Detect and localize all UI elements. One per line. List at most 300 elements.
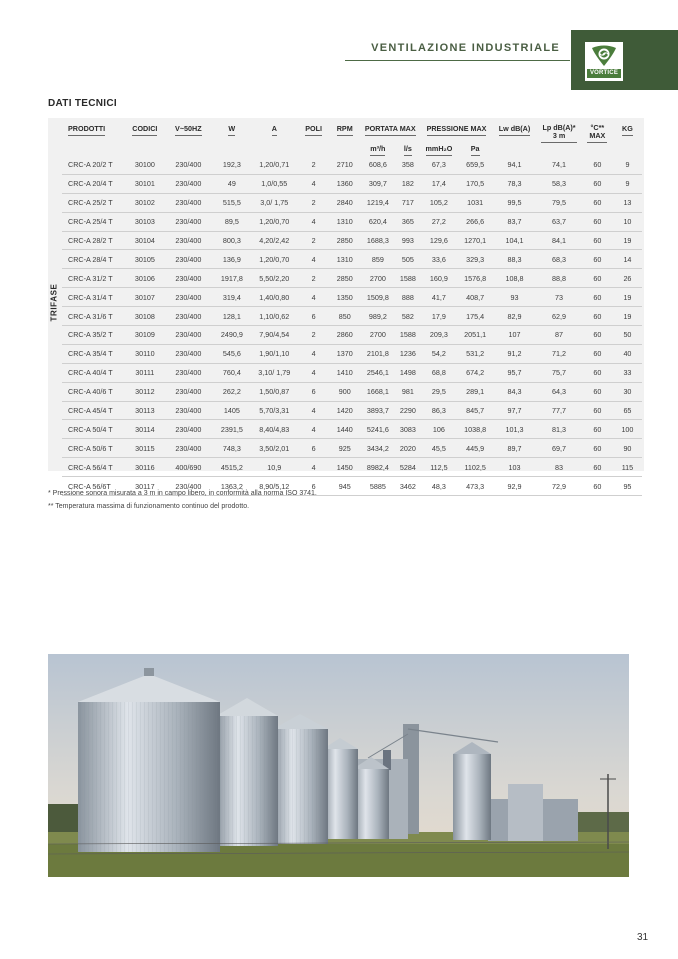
- table-cell: 73: [536, 288, 582, 307]
- table-cell: 3083: [395, 420, 420, 439]
- table-cell: 13: [613, 193, 642, 212]
- product-cell: CRC-A 25/2 T: [62, 193, 126, 212]
- table-cell: 101,3: [493, 420, 537, 439]
- table-cell: 230/400: [163, 401, 213, 420]
- table-cell: 94,1: [493, 156, 537, 174]
- table-cell: 2101,8: [360, 344, 395, 363]
- table-row: [62, 269, 642, 288]
- table-cell: 989,2: [360, 307, 395, 326]
- table-cell: 41,7: [420, 288, 457, 307]
- table-cell: 1688,3: [360, 231, 395, 250]
- table-cell: 1350: [329, 288, 360, 307]
- table-cell: 531,2: [458, 344, 493, 363]
- vortice-logo: [585, 42, 623, 81]
- table-cell: 1440: [329, 420, 360, 439]
- table-cell: 6: [298, 439, 329, 458]
- table-cell: 64,3: [536, 382, 582, 401]
- header-watt: W: [213, 120, 250, 143]
- table-cell: 3,50/2,01: [250, 439, 298, 458]
- table-cell: 30107: [126, 288, 163, 307]
- table-cell: 30104: [126, 231, 163, 250]
- table-cell: 115: [613, 458, 642, 477]
- table-cell: 1219,4: [360, 193, 395, 212]
- table-cell: 129,6: [420, 231, 457, 250]
- header-ampere: A: [250, 120, 298, 143]
- table-cell: 103: [493, 458, 537, 477]
- page-number: 31: [637, 932, 649, 943]
- table-cell: 1310: [329, 250, 360, 269]
- table-cell: 60: [582, 307, 613, 326]
- table-cell: 1031: [458, 193, 493, 212]
- table-cell: 1,0/0,55: [250, 174, 298, 193]
- table-cell: 58,3: [536, 174, 582, 193]
- vortice-logo-icon: [589, 45, 619, 68]
- table-cell: 1420: [329, 401, 360, 420]
- table-cell: 230/400: [163, 420, 213, 439]
- table-cell: 230/400: [163, 193, 213, 212]
- table-cell: 4515,2: [213, 458, 250, 477]
- table-cell: 850: [329, 307, 360, 326]
- table-cell: 8,40/4,83: [250, 420, 298, 439]
- table-cell: 60: [582, 231, 613, 250]
- table-cell: 2546,1: [360, 363, 395, 382]
- table-cell: 72,9: [536, 477, 582, 496]
- table-cell: 900: [329, 382, 360, 401]
- table-cell: 104,1: [493, 231, 537, 250]
- table-cell: 48,3: [420, 477, 457, 496]
- product-cell: CRC-A 28/4 T: [62, 250, 126, 269]
- table-cell: 5,70/3,31: [250, 401, 298, 420]
- table-cell: 63,7: [536, 212, 582, 231]
- table-cell: 79,5: [536, 193, 582, 212]
- header-rpm: RPM: [329, 120, 360, 143]
- table-cell: 1,20/0,71: [250, 156, 298, 174]
- footnote-sound-pressure: * Pressione sonora misurata a 3 m in campo libero, in conformità alla norma ISO 3741.: [48, 490, 317, 497]
- table-row: [62, 344, 642, 363]
- table-cell: 2: [298, 326, 329, 345]
- subheader-m3h: m³/h: [360, 143, 395, 156]
- table-cell: 309,7: [360, 174, 395, 193]
- table-cell: 91,2: [493, 344, 537, 363]
- product-cell: CRC-A 35/2 T: [62, 326, 126, 345]
- table-cell: 545,6: [213, 344, 250, 363]
- table-cell: 9: [613, 156, 642, 174]
- product-cell: CRC-A 56/6T: [62, 477, 126, 496]
- table-cell: 62,9: [536, 307, 582, 326]
- table-cell: 2710: [329, 156, 360, 174]
- table-cell: 30106: [126, 269, 163, 288]
- table-cell: 30100: [126, 156, 163, 174]
- table-cell: 30111: [126, 363, 163, 382]
- table-cell: 4: [298, 250, 329, 269]
- table-cell: 4: [298, 363, 329, 382]
- product-cell: CRC-A 40/6 T: [62, 382, 126, 401]
- table-cell: 83: [536, 458, 582, 477]
- subheader-mmh2o: mmH₂O: [420, 143, 457, 156]
- product-cell: CRC-A 40/4 T: [62, 363, 126, 382]
- table-cell: 19: [613, 231, 642, 250]
- table-cell: 50: [613, 326, 642, 345]
- table-cell: 107: [493, 326, 537, 345]
- table-cell: 97,7: [493, 401, 537, 420]
- table-cell: 30103: [126, 212, 163, 231]
- table-cell: 925: [329, 439, 360, 458]
- header-codici: CODICI: [126, 120, 163, 143]
- subheader-ls: l/s: [395, 143, 420, 156]
- table-cell: 1270,1: [458, 231, 493, 250]
- table-cell: 83,7: [493, 212, 537, 231]
- table-cell: 112,5: [420, 458, 457, 477]
- table-cell: 84,3: [493, 382, 537, 401]
- table-cell: 60: [582, 420, 613, 439]
- table-cell: 170,5: [458, 174, 493, 193]
- table-cell: 88,8: [536, 269, 582, 288]
- table-cell: 230/400: [163, 250, 213, 269]
- table-cell: 505: [395, 250, 420, 269]
- table-cell: 14: [613, 250, 642, 269]
- table-cell: 981: [395, 382, 420, 401]
- product-cell: CRC-A 50/6 T: [62, 439, 126, 458]
- table-cell: 30117: [126, 477, 163, 496]
- table-cell: 84,1: [536, 231, 582, 250]
- table-cell: 2: [298, 269, 329, 288]
- table-cell: 760,4: [213, 363, 250, 382]
- table-cell: 1498: [395, 363, 420, 382]
- header-rule: [345, 60, 570, 61]
- page-header: [0, 30, 678, 90]
- subheader-pa: Pa: [458, 143, 493, 156]
- table-cell: 60: [582, 344, 613, 363]
- table-cell: 89,5: [213, 212, 250, 231]
- table-cell: 192,3: [213, 156, 250, 174]
- table-cell: 30105: [126, 250, 163, 269]
- product-cell: CRC-A 56/4 T: [62, 458, 126, 477]
- table-cell: 1,90/1,10: [250, 344, 298, 363]
- table-row: [62, 363, 642, 382]
- table-cell: 75,7: [536, 363, 582, 382]
- table-cell: 582: [395, 307, 420, 326]
- table-cell: 845,7: [458, 401, 493, 420]
- table-cell: 230/400: [163, 363, 213, 382]
- table-cell: 60: [582, 250, 613, 269]
- table-cell: 49: [213, 174, 250, 193]
- table-cell: 1588: [395, 269, 420, 288]
- product-cell: CRC-A 35/4 T: [62, 344, 126, 363]
- table-cell: 4: [298, 401, 329, 420]
- table-row: [62, 439, 642, 458]
- product-cell: CRC-A 50/4 T: [62, 420, 126, 439]
- table-cell: 2840: [329, 193, 360, 212]
- table-cell: 30: [613, 382, 642, 401]
- table-cell: 365: [395, 212, 420, 231]
- table-cell: 1,40/0,80: [250, 288, 298, 307]
- table-cell: 5,50/2,20: [250, 269, 298, 288]
- table-row: [62, 250, 642, 269]
- table-row: [62, 288, 642, 307]
- table-cell: 19: [613, 288, 642, 307]
- table-row: [62, 231, 642, 250]
- table-cell: 6: [298, 307, 329, 326]
- table-cell: 4: [298, 344, 329, 363]
- header-lw: Lw dB(A): [493, 120, 537, 143]
- table-cell: 319,4: [213, 288, 250, 307]
- table-cell: 160,9: [420, 269, 457, 288]
- table-cell: 8,90/5,12: [250, 477, 298, 496]
- table-cell: 5284: [395, 458, 420, 477]
- header-voltage: V~50HZ: [163, 120, 213, 143]
- table-cell: 1,20/0,70: [250, 212, 298, 231]
- header-pressione-max: PRESSIONE MAX: [420, 120, 492, 143]
- table-cell: 81,3: [536, 420, 582, 439]
- table-cell: 3,10/ 1,79: [250, 363, 298, 382]
- table-cell: 45,5: [420, 439, 457, 458]
- header-temp-max: °C** MAX: [582, 120, 613, 143]
- header-prodotti: PRODOTTI: [62, 120, 126, 143]
- table-cell: 78,3: [493, 174, 537, 193]
- table-cell: 6: [298, 477, 329, 496]
- table-cell: 674,2: [458, 363, 493, 382]
- table-row: [62, 326, 642, 345]
- table-row: [62, 174, 642, 193]
- table-cell: 608,6: [360, 156, 395, 174]
- header-portata-max: PORTATA MAX: [360, 120, 420, 143]
- table-cell: 2290: [395, 401, 420, 420]
- table-cell: 54,2: [420, 344, 457, 363]
- table-cell: 69,7: [536, 439, 582, 458]
- table-cell: 30113: [126, 401, 163, 420]
- table-cell: 99,5: [493, 193, 537, 212]
- table-cell: 230/400: [163, 439, 213, 458]
- table-cell: 262,2: [213, 382, 250, 401]
- table-cell: 30101: [126, 174, 163, 193]
- table-cell: 1236: [395, 344, 420, 363]
- technical-data-table: [62, 120, 642, 496]
- table-cell: 230/400: [163, 212, 213, 231]
- table-cell: 2391,5: [213, 420, 250, 439]
- table-cell: 4: [298, 212, 329, 231]
- table-cell: 1450: [329, 458, 360, 477]
- table-cell: 67,3: [420, 156, 457, 174]
- table-row: [62, 420, 642, 439]
- side-label-text: TRIFASE: [49, 283, 59, 322]
- table-cell: 945: [329, 477, 360, 496]
- product-cell: CRC-A 20/4 T: [62, 174, 126, 193]
- table-cell: 2700: [360, 326, 395, 345]
- table-cell: 60: [582, 458, 613, 477]
- table-cell: 266,6: [458, 212, 493, 231]
- table-cell: 7,90/4,54: [250, 326, 298, 345]
- table-cell: 71,2: [536, 344, 582, 363]
- product-cell: CRC-A 31/4 T: [62, 288, 126, 307]
- table-cell: 1509,8: [360, 288, 395, 307]
- table-cell: 1,10/0,62: [250, 307, 298, 326]
- table-cell: 2490,9: [213, 326, 250, 345]
- table-cell: 230/400: [163, 174, 213, 193]
- table-cell: 2850: [329, 269, 360, 288]
- table-cell: 3,0/ 1,75: [250, 193, 298, 212]
- table-cell: 60: [582, 156, 613, 174]
- table-cell: 60: [582, 382, 613, 401]
- table-cell: 3434,2: [360, 439, 395, 458]
- table-cell: 230/400: [163, 344, 213, 363]
- grain-silos-photo: [48, 654, 629, 877]
- table-cell: 30109: [126, 326, 163, 345]
- table-cell: 8982,4: [360, 458, 395, 477]
- table-cell: 1405: [213, 401, 250, 420]
- table-cell: 77,7: [536, 401, 582, 420]
- table-cell: 1,50/0,87: [250, 382, 298, 401]
- table-cell: 30108: [126, 307, 163, 326]
- table-cell: 859: [360, 250, 395, 269]
- table-cell: 2020: [395, 439, 420, 458]
- table-cell: 95: [613, 477, 642, 496]
- table-cell: 106: [420, 420, 457, 439]
- table-cell: 620,4: [360, 212, 395, 231]
- table-cell: 717: [395, 193, 420, 212]
- table-row: [62, 458, 642, 477]
- table-body: [62, 156, 642, 496]
- table-cell: 68,3: [536, 250, 582, 269]
- footnotes: [48, 488, 317, 513]
- table-cell: 2051,1: [458, 326, 493, 345]
- table-cell: 60: [582, 326, 613, 345]
- table-cell: 230/400: [163, 156, 213, 174]
- header-kg: KG: [613, 120, 642, 143]
- table-cell: 4: [298, 288, 329, 307]
- table-cell: 136,9: [213, 250, 250, 269]
- table-cell: 888: [395, 288, 420, 307]
- product-cell: CRC-A 25/4 T: [62, 212, 126, 231]
- table-cell: 60: [582, 439, 613, 458]
- table-cell: 1410: [329, 363, 360, 382]
- product-cell: CRC-A 45/4 T: [62, 401, 126, 420]
- table-cell: 1576,8: [458, 269, 493, 288]
- table-cell: 2860: [329, 326, 360, 345]
- table-cell: 230/400: [163, 477, 213, 496]
- section-title: DATI TECNICI: [48, 98, 117, 109]
- header-poli: POLI: [298, 120, 329, 143]
- table-cell: 95,7: [493, 363, 537, 382]
- table-cell: 230/400: [163, 288, 213, 307]
- table-cell: 473,3: [458, 477, 493, 496]
- table-cell: 515,5: [213, 193, 250, 212]
- table-cell: 87: [536, 326, 582, 345]
- table-row: [62, 212, 642, 231]
- table-cell: 60: [582, 269, 613, 288]
- product-cell: CRC-A 31/2 T: [62, 269, 126, 288]
- table-cell: 60: [582, 212, 613, 231]
- table-cell: 60: [582, 288, 613, 307]
- table-cell: 1588: [395, 326, 420, 345]
- table-cell: 30102: [126, 193, 163, 212]
- table-cell: 9: [613, 174, 642, 193]
- table-cell: 4: [298, 420, 329, 439]
- header-lp: Lp dB(A)* 3 m: [536, 120, 582, 143]
- table-cell: 2: [298, 156, 329, 174]
- table-cell: 748,3: [213, 439, 250, 458]
- table-cell: 40: [613, 344, 642, 363]
- table-cell: 1038,8: [458, 420, 493, 439]
- table-cell: 74,1: [536, 156, 582, 174]
- table-cell: 2850: [329, 231, 360, 250]
- table-cell: 60: [582, 174, 613, 193]
- table-row: [62, 156, 642, 174]
- table-cell: 329,3: [458, 250, 493, 269]
- table-cell: 60: [582, 477, 613, 496]
- table-cell: 1917,8: [213, 269, 250, 288]
- table-cell: 1102,5: [458, 458, 493, 477]
- table-cell: 1370: [329, 344, 360, 363]
- silos-illustration: [48, 654, 629, 877]
- product-cell: CRC-A 20/2 T: [62, 156, 126, 174]
- table-cell: 10: [613, 212, 642, 231]
- table-row: [62, 307, 642, 326]
- table-cell: 17,4: [420, 174, 457, 193]
- table-cell: 230/400: [163, 382, 213, 401]
- table-subheader-row: [62, 143, 642, 156]
- table-header-row: [62, 120, 642, 143]
- product-cell: CRC-A 28/2 T: [62, 231, 126, 250]
- table-cell: 19: [613, 307, 642, 326]
- table-cell: 445,9: [458, 439, 493, 458]
- table-cell: 128,1: [213, 307, 250, 326]
- brand-wordmark: VORTICE: [587, 69, 621, 78]
- table-cell: 5885: [360, 477, 395, 496]
- table-cell: 1363,2: [213, 477, 250, 496]
- table-cell: 30114: [126, 420, 163, 439]
- table-cell: 30116: [126, 458, 163, 477]
- table-row: [62, 382, 642, 401]
- table-cell: 1668,1: [360, 382, 395, 401]
- table-cell: 230/400: [163, 269, 213, 288]
- product-cell: CRC-A 31/6 T: [62, 307, 126, 326]
- table-cell: 230/400: [163, 326, 213, 345]
- table-cell: 230/400: [163, 231, 213, 250]
- table-cell: 82,9: [493, 307, 537, 326]
- table-cell: 175,4: [458, 307, 493, 326]
- table-cell: 88,3: [493, 250, 537, 269]
- table-cell: 30112: [126, 382, 163, 401]
- table-cell: 4: [298, 174, 329, 193]
- table-cell: 3893,7: [360, 401, 395, 420]
- header-title: VENTILAZIONE INDUSTRIALE: [371, 42, 560, 54]
- table-cell: 90: [613, 439, 642, 458]
- table-cell: 4,20/2,42: [250, 231, 298, 250]
- table-cell: 6: [298, 382, 329, 401]
- table-cell: 17,9: [420, 307, 457, 326]
- table-cell: 10,9: [250, 458, 298, 477]
- table-cell: 93: [493, 288, 537, 307]
- table-cell: 1,20/0,70: [250, 250, 298, 269]
- table-cell: 26: [613, 269, 642, 288]
- table-cell: 86,3: [420, 401, 457, 420]
- table-cell: 5241,6: [360, 420, 395, 439]
- table-cell: 358: [395, 156, 420, 174]
- table-cell: 29,5: [420, 382, 457, 401]
- table-cell: 993: [395, 231, 420, 250]
- table-cell: 33,6: [420, 250, 457, 269]
- table-cell: 68,8: [420, 363, 457, 382]
- table-cell: 1360: [329, 174, 360, 193]
- table-cell: 408,7: [458, 288, 493, 307]
- table-cell: 89,7: [493, 439, 537, 458]
- table-cell: 2: [298, 231, 329, 250]
- table-cell: 209,3: [420, 326, 457, 345]
- table-cell: 60: [582, 363, 613, 382]
- table-cell: 4: [298, 458, 329, 477]
- table-cell: 108,8: [493, 269, 537, 288]
- table-cell: 3462: [395, 477, 420, 496]
